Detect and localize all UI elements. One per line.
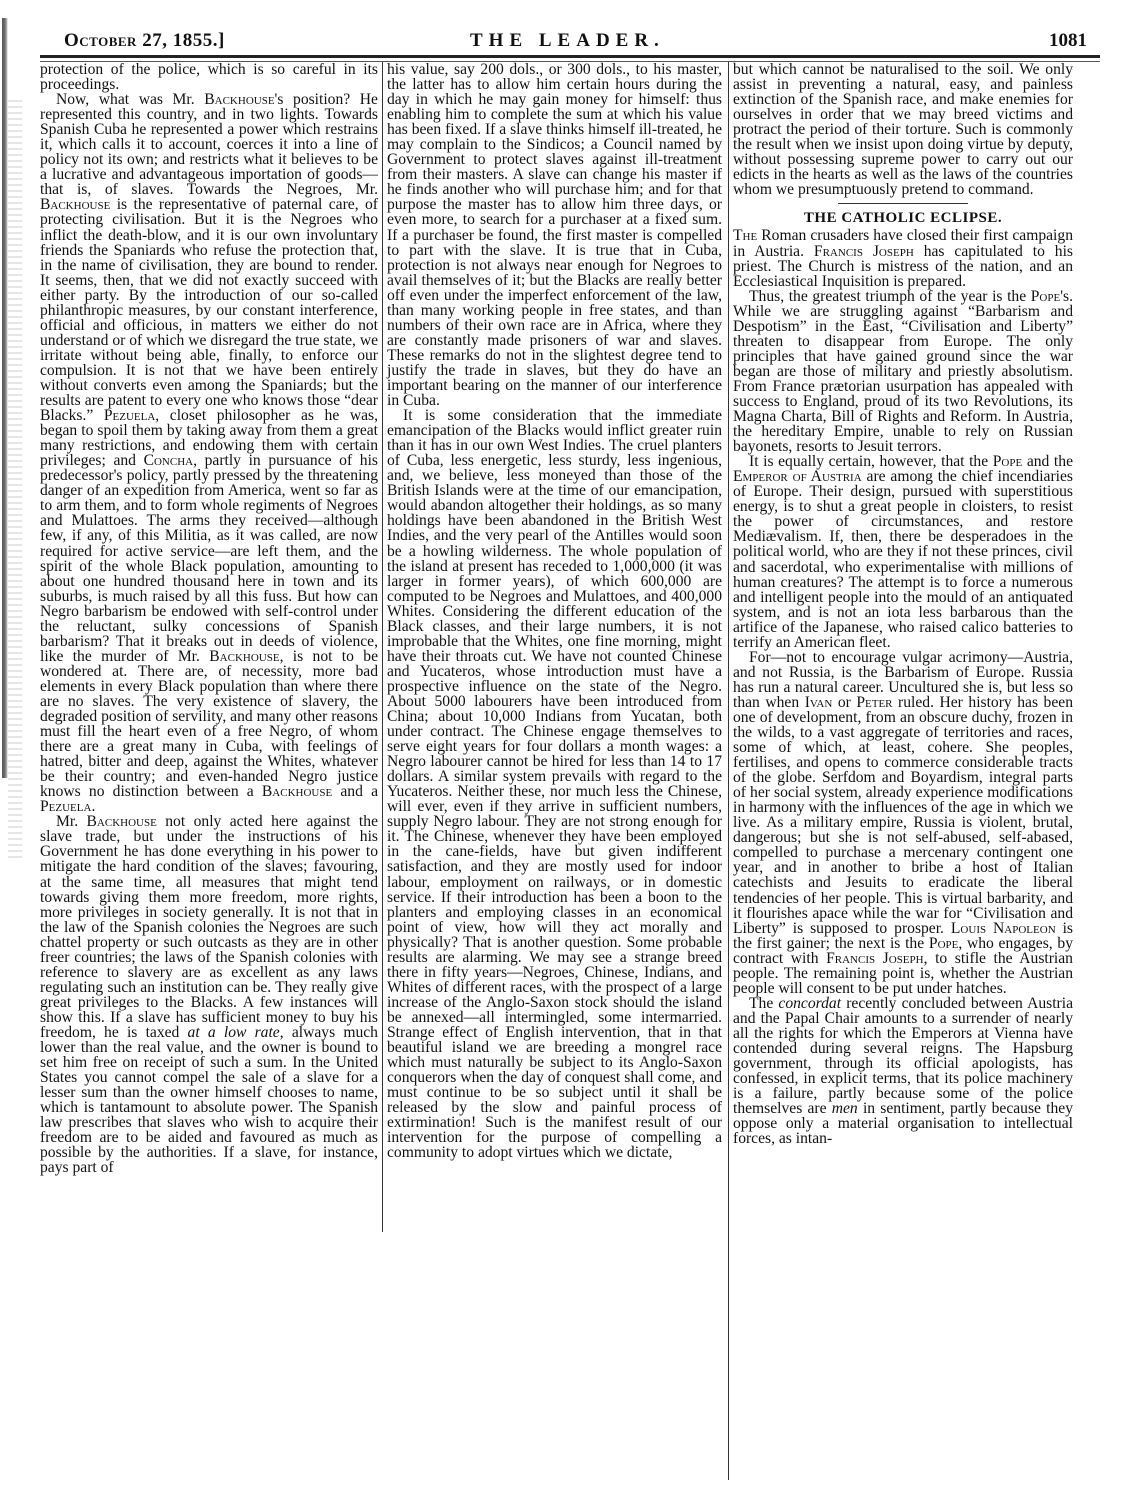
paragraph: [733, 228, 1073, 288]
text-run: or: [832, 693, 857, 711]
text-run: , partly in pursuance of his predecessor's policy, partly pressed by the threatening danger of an expedition from America, went so far as to arm them, and to form whole regiments of Negroes and Mulattoes. The arms they received—although few, if any, of this Militia, as it was called, are now required for active service—are left them, and the spirit of the whole Black population, amounting to about one hundred thousand here in town and its suburbs, is much raised by all this fuss. But how can Negro barbarism be endowed with self-control under the reluctant, sulky concessions of Spanish barbarism? That it breaks out in deeds of violence, like the murder of Mr.: [40, 452, 378, 665]
text-run: , is not to be wondered at. There are, of necessity, more bad elements in every Black population than where there are no slaves. The very existence of slavery, the degraded position of servility, and many other reasons must fill the heart even of a free Negro, of whom there are a great many in Cuba, with feelings of hatred, bitter and deep, against the Whites, whatever be their country; and even-handed Negro justice knows no distinction between a: [40, 647, 379, 801]
column-left: [40, 62, 378, 1175]
text-run: ruled. Her history has been one of development, from an obscure duchy, frozen in the wilds, to a vast aggregate of territories and races, some of which, at least, cohere. She peoples, fertilises, and opens to commerce considerable tracts of the globe. Serfdom and Boyardism, integral parts of her social system, already experience modifications in harmony with the influences of the age in which we live. As a military empire, Russia is violent, brutal, dangerous; but she is not self-abused, self-abased, compelled to purchase a mercenary contingent one year, and in another to bribe a host of Italian catechists and Jesuits to eradicate the liberal tendencies of her people. This is virtual barbarity, and it flourishes apace while the war for “Civilisation and Liberty” is supposed to prosper.: [733, 693, 1073, 937]
paragraph: [387, 62, 722, 408]
proper-name: Backhouse: [209, 647, 280, 665]
text-run: Mr.: [56, 813, 87, 831]
proper-name: The: [733, 227, 758, 245]
paragraph: [40, 62, 378, 92]
article-body: [40, 62, 378, 1175]
article-body: [387, 62, 722, 1160]
emphasis: at a low rate: [187, 1024, 280, 1041]
text-run: It is some consideration that the immediate emancipation of the Blacks would inflict greater ruin than it has in our own West Indies. The cruel planters of Cuba, less energetic, less sturdy, less ingenious, and, we believe, less moneyed than those of the British Islands were at the time of our emancipation, would abandon altogether their holdings, as so many holdings have been abandoned in the British West Indies, and the very pearl of the Antilles would soon be a howling wilderness. The whole population of the island at present has receded to 1,000,000 (it was larger in former years), of which 600,000 are computed to be Negroes and Mulattoes, and 400,000 Whites. Considering the different education of the Black classes, and their large numbers, it is not improbable that the Whites, one fine morning, might have their throats cut. We have not counted Chinese and Yucateros, whose introduction must have a prospective influence on the state of the Negro. About 5000 labourers have been introduced from China; about 10,000 Indians from Yucatan, both under contract. The Chinese engage themselves to serve eight years for four dollars a month wages: a Negro labourer cannot be hired for less than 14 to 17 dollars. A similar system prevails with regard to the Yucateros. Neither these, nor much less the Chinese, will ever, even if they arrive in sufficient numbers, supply Negro labour. They are not strong enough for it. The Chinese, whenever they have been employed in the cane-fields, have but given indifferent satisfaction, and they are mostly used for indoor labour, employment on railways, or in domestic service. If their introduction has been a boon to the planters and employing classes in an economical point of view, how will they act morally and physically? That is another question. Some probable results are alarming. We may see a strange breed there in fifty years—Negroes, Chinese, Indians, and Whites of different races, with the prospect of a large increase of the Anglo-Saxon stock should the island be annexed—all intermingled, some intermarried. Strange effect of English intervention, that in that beautiful island we are breeding a mongrel race which must naturally be subject to its Anglo-Saxon conquerors when the day of conquest shall come, and must continue to be so subject until it shall be released by the slow and painful process of extirmination! Such is the manifest result of our intervention for the purpose of compelling a community to adopt virtues which we dictate,: [387, 407, 722, 1162]
text-run: is the representative of paternal care, of protecting civilisation. But it is the Negroes who inflict the death-blow, and it is our own involuntary friends the Spaniards who refuse the protection that, in the name of civilisation, they are bound to render. It seems, then, that we did not exactly succeed with either party. By the introduction of our so-called philanthropic measures, by our constant interference, official and officious, in matters we either do not understand or of which we disregard the true state, we irritate without being able, finally, to enforce our compulsion. It is not that we have been entirely without converts even among the Spaniards; but the results are patent to every one who knows those “dear Blacks.”: [40, 196, 378, 425]
proper-name: Backhouse: [40, 196, 111, 214]
text-run: Roman crusaders have closed their first campaign in Austria.: [733, 227, 1073, 260]
text-run: , always much lower than the real value, and the owner is bound to set him free on receipt of such a sum. In the United States you cannot compel the sale of a slave for a lesser sum than the owner himself chooses to name, which is tantamount to absolute power. The Spanish law prescribes that slaves who wish to acquire their freedom are to be aided and favoured as much as possible by the authorities. If a slave, for instance, pays part of: [40, 1024, 378, 1177]
column-middle: [387, 62, 722, 1160]
proper-name: Backhouse: [86, 813, 157, 831]
column-divider-2: [728, 62, 729, 1480]
text-run: recently concluded between Austria and the Papal Chair amounts to a surrender of nearly all the rights for which the Emperors at Vienna have contended during several reigns. The Hapsburg government, through its official apologists, has confessed, in explicit terms, that its police machinery is a failure, partly because some of the police themselves are: [733, 994, 1073, 1118]
paragraph: [387, 408, 722, 1160]
text-run: but which cannot be naturalised to the soil. We only assist in preventing a natural, easy, and painless extinction of the Spanish race, and make enemies for ourselves in order that we may breed victims and protract the period of their torture. Such is commonly the result when we insist upon doing virtue by deputy, without possessing supreme power to carry out our edicts in the hearts as well as the laws of the countries whom we presumptuously pretend to command.: [733, 61, 1073, 199]
proper-name: Pezuela: [40, 798, 92, 816]
issue-date: October 27, 1855.]: [64, 30, 225, 51]
proper-name: Francis Joseph: [826, 949, 924, 967]
text-run: not only acted here against the slave trade, but under the instructions of his Government he has done everything in his power to mitigate the hard condition of the slaves; favouring, at the same time, all measures that might tend towards giving them more freedom, more rights, more privileges in society generally. It is not that in the law of the Spanish colonies the Negroes are such chattel property or such outcasts as they are in other freer countries; the laws of the Spanish colonies with reference to slavery are as excellent as any laws regulating such an institution can be. They really give great privileges to the Blacks. A few instances will show this. If a slave has sufficient money to buy his freedom, he is taxed: [40, 813, 378, 1041]
article-headline: THE CATHOLIC ECLIPSE.: [803, 210, 1003, 227]
proper-name: Emperor of Austria: [733, 468, 862, 486]
proper-name: Concha: [143, 452, 194, 470]
publication-title: THE LEADER.: [470, 30, 665, 51]
text-run: is the first gainer; the next is the: [733, 919, 1073, 952]
text-run: , who engages, by contract with: [733, 934, 1073, 967]
text-run: 's position? He represented this country, and in two lights. Towards Spanish Cuba he represented a power which restrains it, which calls it to account, coerces it into a line of policy not its own; and restricts what it believes to be a lucrative and advantageous importation of goods—that is, of slaves. Towards the Negroes, Mr.: [40, 91, 378, 199]
column-right: [733, 62, 1073, 1146]
text-run: .: [91, 798, 96, 816]
proper-name: Pope: [1030, 287, 1061, 305]
column-divider-1: [382, 62, 383, 1232]
page-number: 1081: [1049, 30, 1087, 51]
text-run: , to stifle the Austrian people. The remaining point is, whether the Austrian people will consent to be put under hatches.: [733, 949, 1073, 997]
paragraph: [733, 996, 1073, 1146]
proper-name: Pope: [928, 934, 959, 952]
scan-speckle: [8, 100, 22, 860]
proper-name: Francis Joseph: [813, 242, 914, 260]
article-continuation: [733, 62, 1073, 197]
emphasis: men: [831, 1100, 858, 1118]
text-run: in sentiment, partly because they oppose only a material organisation to intellectual forces, as intan-: [733, 1100, 1074, 1148]
paragraph: [733, 650, 1073, 996]
paragraph: [733, 289, 1073, 455]
text-run: and the: [1022, 453, 1073, 471]
text-run: and a: [332, 783, 378, 801]
text-run: protection of the police, which is so careful in its proceedings.: [40, 61, 378, 94]
text-run: 's. While we are struggling against “Barbarism and Despotism” in the East, “Civilisation and Liberty” threaten to disappear from Europe. The only principles that have gained ground since the war began are those of military and priestly absolutism. From France prætorian usurpation has appealed with success to England, proud of its two Revolutions, its Magna Charta, Bill of Rights and Reform. In Austria, the hereditary Empire, unable to rely on Russian bayonets, resorts to Jesuit terrors.: [733, 287, 1073, 456]
proper-name: Peter: [856, 693, 893, 711]
text-run: has capitulated to his priest. The Church is mistress of the nation, and an Ecclesiastical Inquisition is prepared.: [733, 242, 1073, 290]
paragraph: [40, 814, 378, 1175]
article-body: [733, 228, 1073, 1146]
text-run: For—not to encourage vulgar acrimony—Austria, and not Russia, is the Barbarism of Europe. Russia has run a natural career. Uncultured she is, but less so than when: [733, 648, 1073, 711]
text-run: The: [749, 994, 779, 1012]
text-run: It is equally certain, however, that the: [749, 453, 993, 471]
proper-name: Pezuela: [103, 407, 156, 425]
masthead-rule-thick: [40, 55, 1100, 58]
proper-name: Backhouse: [261, 783, 333, 801]
paragraph: [40, 92, 378, 814]
text-run: his value, say 200 dols., or 300 dols., to his master, the latter has to allow him certain hours during the day in which he may gain money for himself: thus enabling him to complete the sum at which his value has been fixed. If a slave thinks himself ill-treated, he may complain to the Sindicos; a Council named by Government to protect slaves against ill-treatment from their masters. A slave can change his master if he finds another who will purchase him; and for that purpose the master has to allow him three days, or even more, to search for a purchaser at a fixed sum. If a purchaser be found, the first master is compelled to part with the slave. It is true that in Cuba, protection is not always near enough for Negroes to avail themselves of it; but the Blacks are really better off even under the imperfect enforcement of the law, than many working people in free states, and than numbers of their own race are in Africa, where they are constantly made prisoners of war and slaves. These remarks do not in the slightest degree tend to justify the trade in slaves, but they do have an important bearing on the manner of our interference in Cuba.: [387, 61, 722, 410]
proper-name: Backhouse: [204, 91, 275, 109]
emphasis: concordat: [778, 994, 842, 1012]
article-separator-rule: [838, 203, 968, 204]
text-run: Thus, the greatest triumph of the year is the: [749, 287, 1031, 305]
text-run: are among the chief incendiaries of Europe. Their design, pursued with superstitious energy, is to shut a great people in cloisters, to resist the power of circumstances, and restore Mediævalism. If, then, there be desperadoes in the political world, who are they if not these princes, civil and sacerdotal, who experimentalise with millions of human creatures? The attempt is to force a numerous and intelligent people into the mould of an antiquated system, and is not an iota less barbarous than the artifice of the Japanese, who raised calico batteries to terrify an American fleet.: [733, 468, 1073, 651]
text-run: , closet philosopher as he was, began to spoil them by taking away from them a great many restrictions, and endowing them with certain privileges; and: [40, 407, 378, 470]
proper-name: Louis Napoleon: [950, 919, 1056, 937]
proper-name: Ivan: [804, 693, 833, 711]
paragraph: [733, 62, 1073, 197]
paragraph: [733, 454, 1073, 650]
proper-name: Pope: [992, 453, 1023, 471]
text-run: Now, what was Mr.: [56, 91, 205, 109]
